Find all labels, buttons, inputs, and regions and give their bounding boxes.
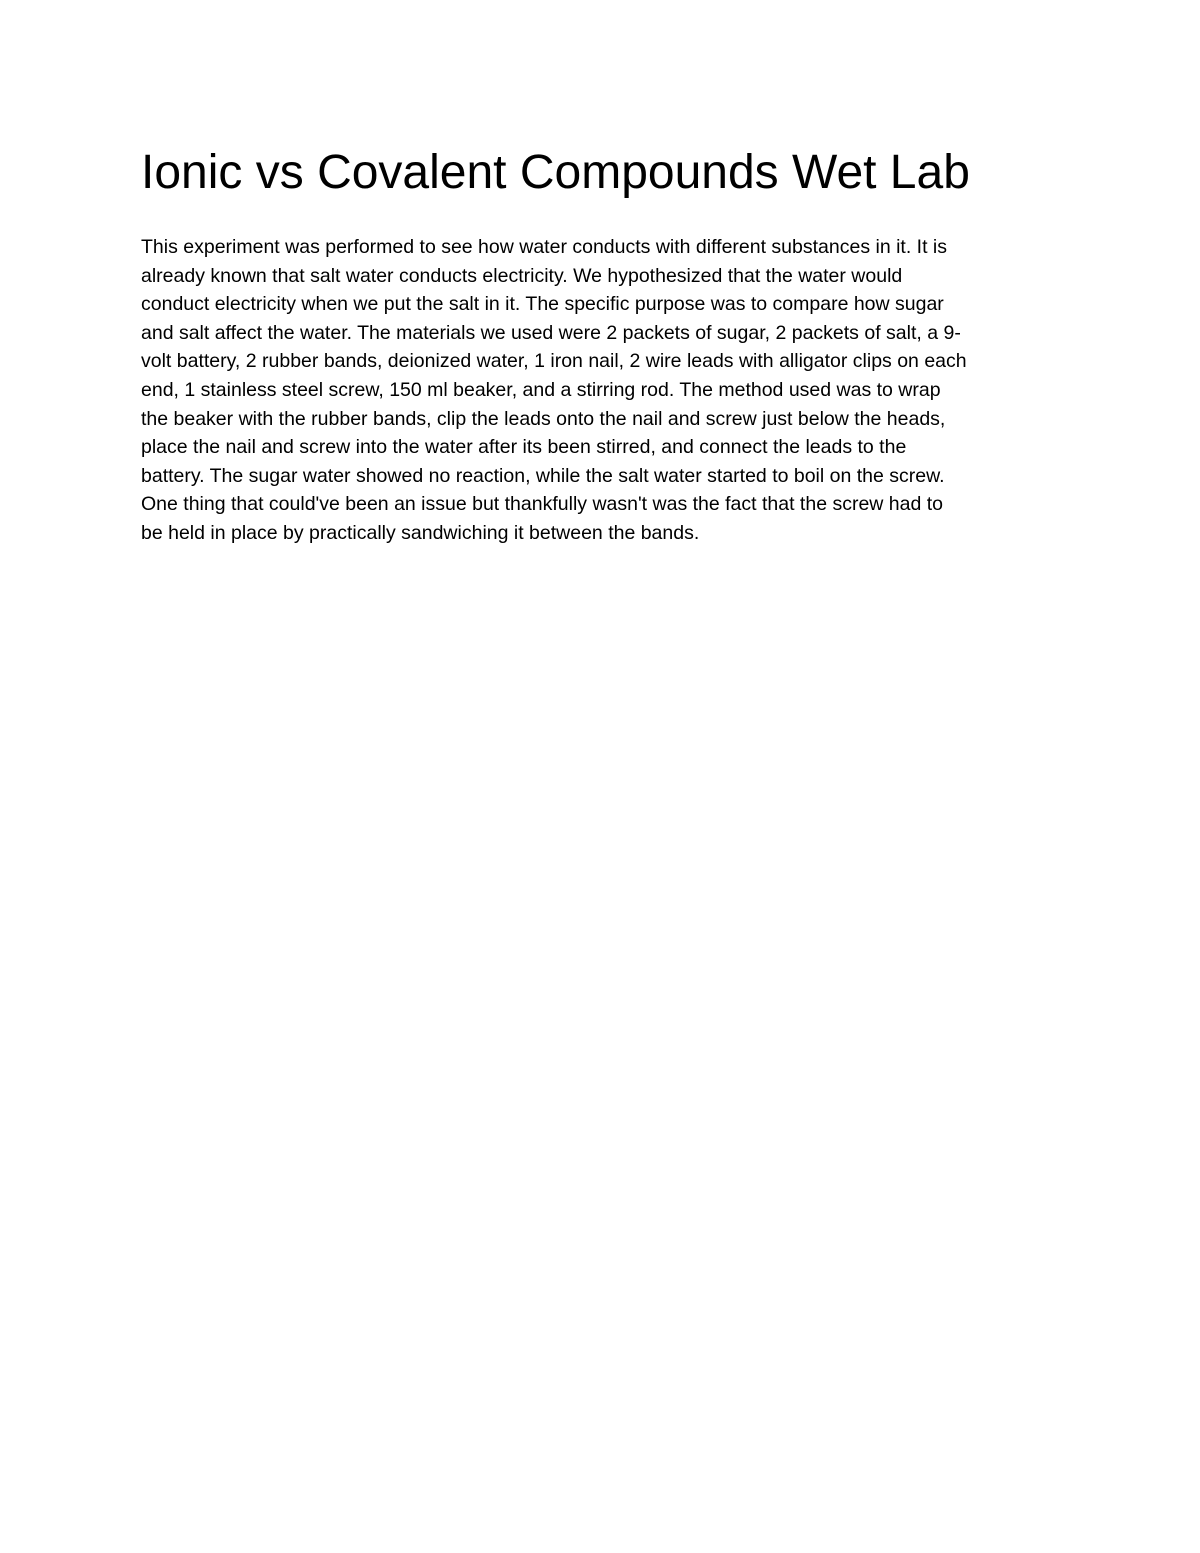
paragraph-line: battery. The sugar water showed no reaction, while the salt water started to boil on the screw. <box>141 464 945 487</box>
paragraph-line: already known that salt water conducts electricity. We hypothesized that the water would <box>141 264 903 287</box>
body-paragraph <box>141 233 1066 548</box>
paragraph-line: This experiment was performed to see how water conducts with different substances in it. It is <box>141 236 948 258</box>
paragraph-line: One thing that could've been an issue but thankfully wasn't was the fact that the screw had to <box>141 493 944 516</box>
paragraph-line: end, 1 stainless steel screw, 150 ml beaker, and a stirring rod. The method used was to wrap <box>141 378 941 401</box>
paragraph-line: conduct electricity when we put the salt in it. The specific purpose was to compare how sugar <box>141 293 944 316</box>
paragraph-line: volt battery, 2 rubber bands, deionized water, 1 iron nail, 2 wire leads with alligator clips on each <box>141 350 967 373</box>
document-title: Ionic vs Covalent Compounds Wet Lab <box>141 146 970 199</box>
paragraph-line: be held in place by practically sandwiching it between the bands. <box>141 521 700 544</box>
paragraph-line: place the nail and screw into the water after its been stirred, and connect the leads to the <box>141 436 907 459</box>
document-content <box>141 143 1066 548</box>
paragraph-line: and salt affect the water. The materials we used were 2 packets of sugar, 2 packets of salt, a 9- <box>141 321 961 344</box>
paragraph-line: the beaker with the rubber bands, clip the leads onto the nail and screw just below the heads, <box>141 407 946 430</box>
